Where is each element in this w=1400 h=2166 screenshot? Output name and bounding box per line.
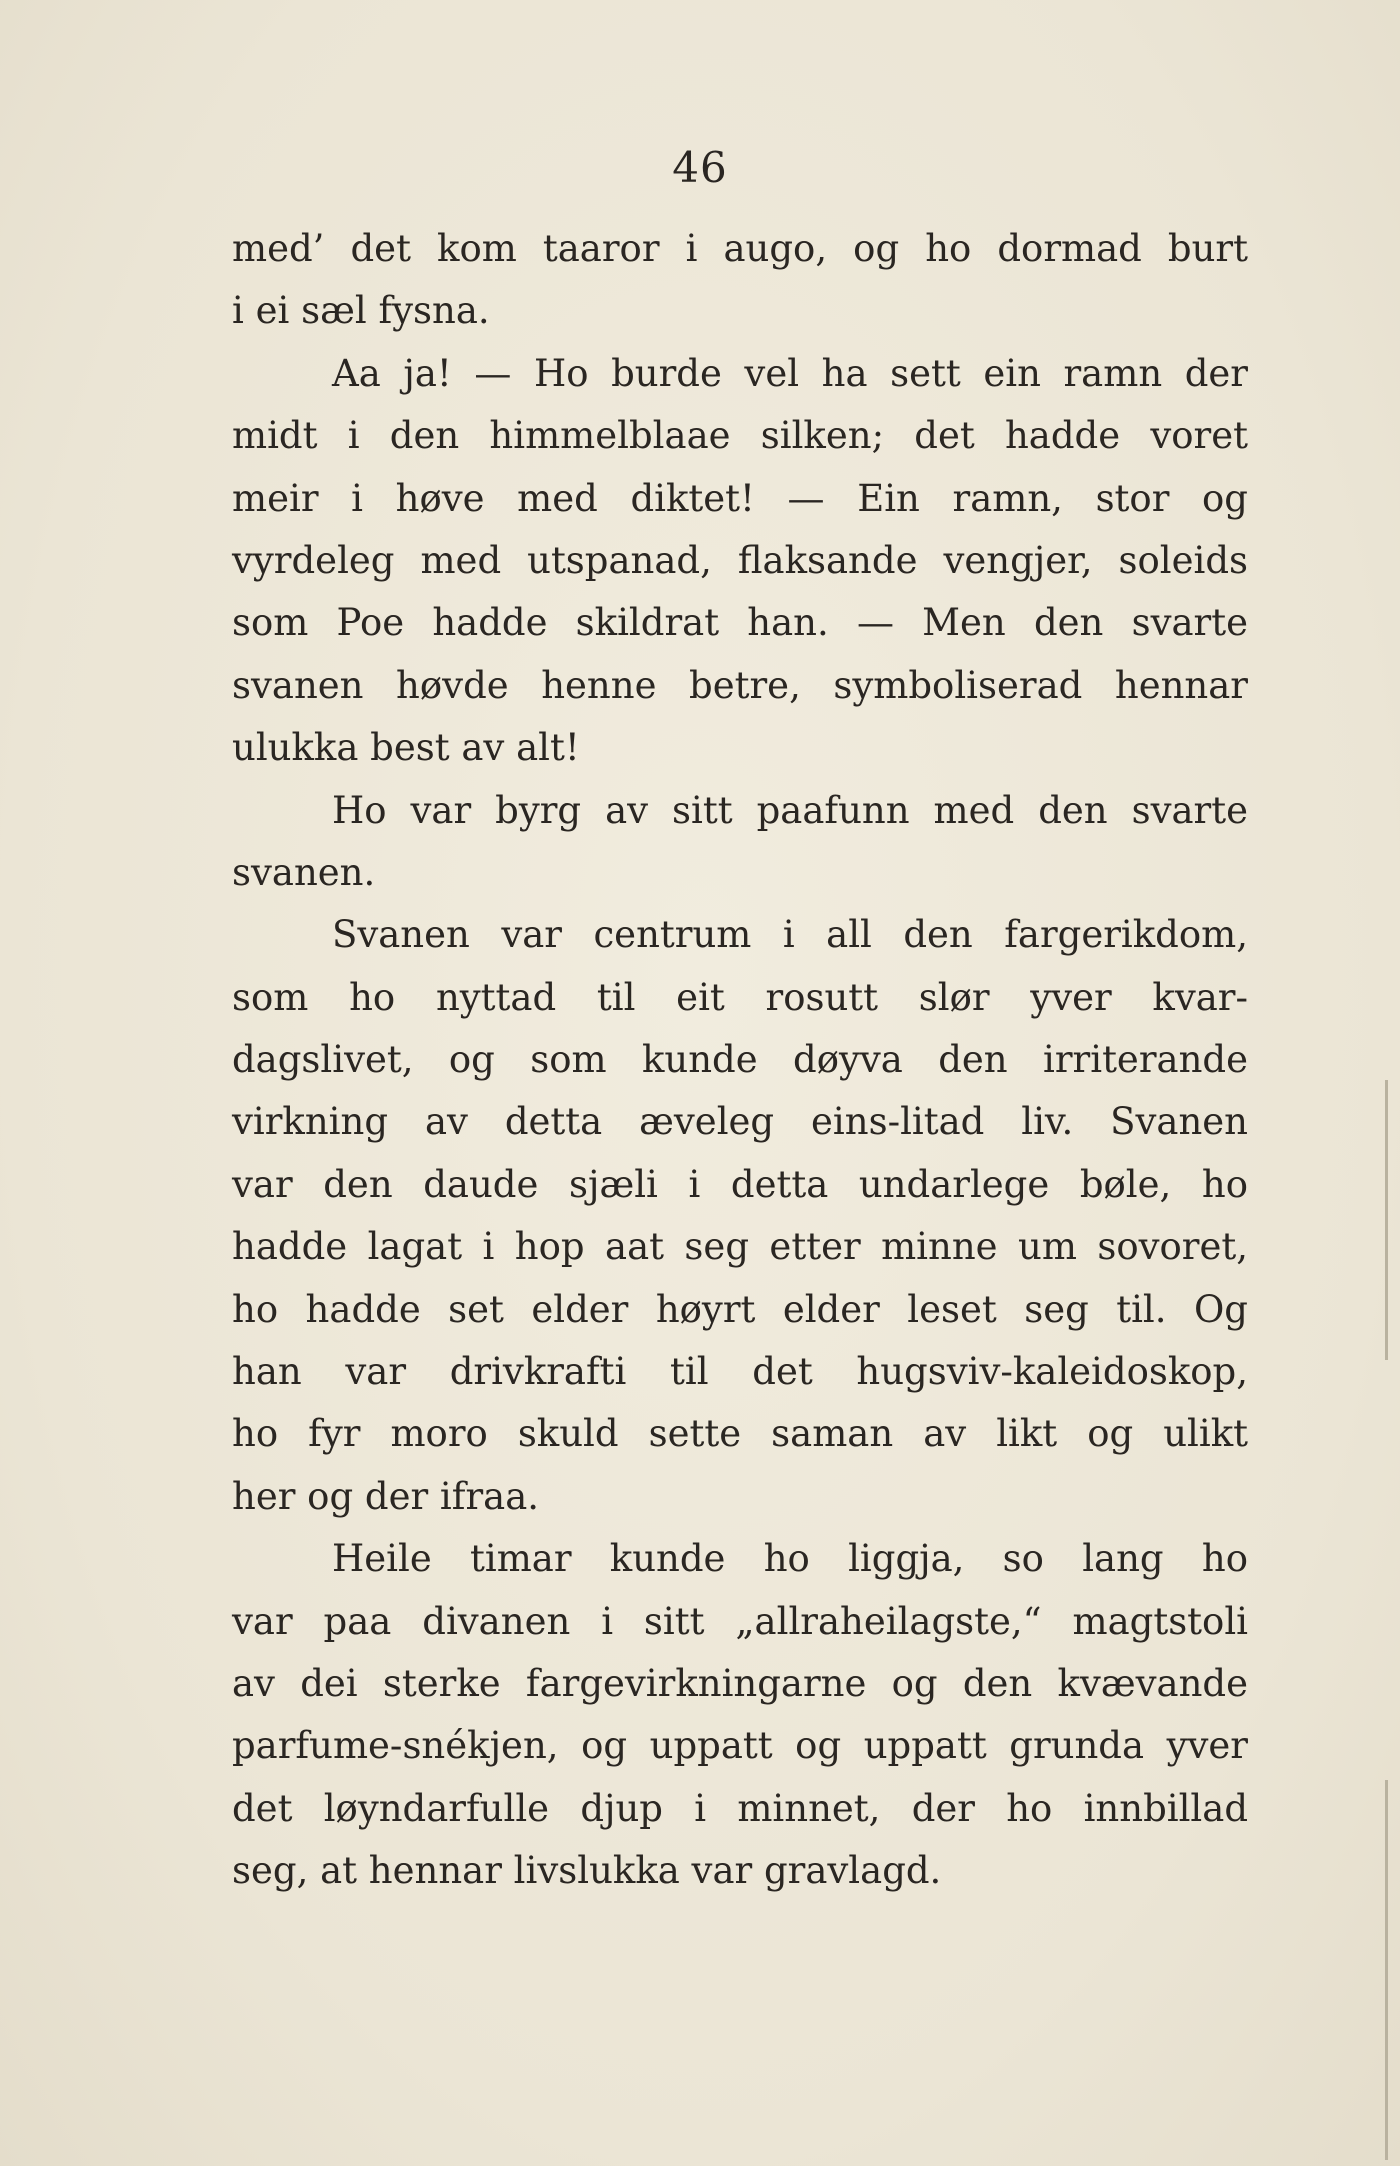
- text-line: ho fyr moro skuld sette saman av likt og ulikt: [232, 1412, 1248, 1456]
- text-line: var den daude sjæli i detta undarlege bøle, ho: [232, 1162, 1248, 1206]
- text-line: hadde lagat i hop aat seg etter minne um sovoret,: [232, 1225, 1248, 1269]
- text-line: svanen.: [232, 850, 376, 894]
- text-line: som Poe hadde skildrat han. — Men den svarte: [232, 601, 1248, 645]
- text-line: dagslivet, og som kunde døyva den irriterande: [232, 1038, 1248, 1082]
- text-line: av dei sterke fargevirkningarne og den kvævande: [232, 1661, 1248, 1705]
- text-line: midt i den himmelblaae silken; det hadde voret: [232, 414, 1248, 458]
- text-line: med’ det kom taaror i augo, og ho dormad burt: [232, 227, 1248, 270]
- text-line: Ho var byrg av sitt paafunn med den svarte: [332, 788, 1248, 832]
- text-line: her og der ifraa.: [232, 1474, 540, 1518]
- text-line: vyrdeleg med utspanad, flaksande vengjer, soleids: [232, 538, 1248, 582]
- text-line: var paa divanen i sitt „allraheilagste,“ magtstoli: [232, 1599, 1248, 1643]
- text-line: virkning av detta æveleg eins-litad liv. Svanen: [232, 1100, 1248, 1144]
- text-line: meir i høve med diktet! — Ein ramn, stor og: [232, 476, 1248, 520]
- text-line: parfume-snékjen, og uppatt og uppatt grunda yver: [232, 1724, 1248, 1768]
- text-line: det løyndarfulle djup i minnet, der ho innbillad: [232, 1786, 1248, 1830]
- text-line: ho hadde set elder høyrt elder leset seg til. Og: [232, 1287, 1248, 1331]
- text-line: han var drivkrafti til det hugsviv-kaleidoskop,: [232, 1350, 1248, 1394]
- body-text: [232, 218, 1248, 1903]
- page-edge-shadow: [1385, 1780, 1388, 2160]
- text-line: svanen høvde henne betre, symboliserad hennar: [232, 663, 1248, 707]
- text-line: i ei sæl fysna.: [232, 289, 490, 333]
- text-line: Heile timar kunde ho liggja, so lang ho: [332, 1537, 1248, 1581]
- text-line: seg, at hennar livslukka var gravlagd.: [232, 1849, 942, 1893]
- text-line: ulukka best av alt!: [232, 726, 580, 770]
- text-line: Aa ja! — Ho burde vel ha sett ein ramn der: [332, 351, 1248, 395]
- text-line: som ho nyttad til eit rosutt slør yver kvar-: [232, 975, 1248, 1019]
- page-edge-shadow: [1385, 1080, 1388, 1360]
- page-number: 46: [672, 143, 728, 192]
- text-line: Svanen var centrum i all den fargerikdom,: [332, 913, 1248, 957]
